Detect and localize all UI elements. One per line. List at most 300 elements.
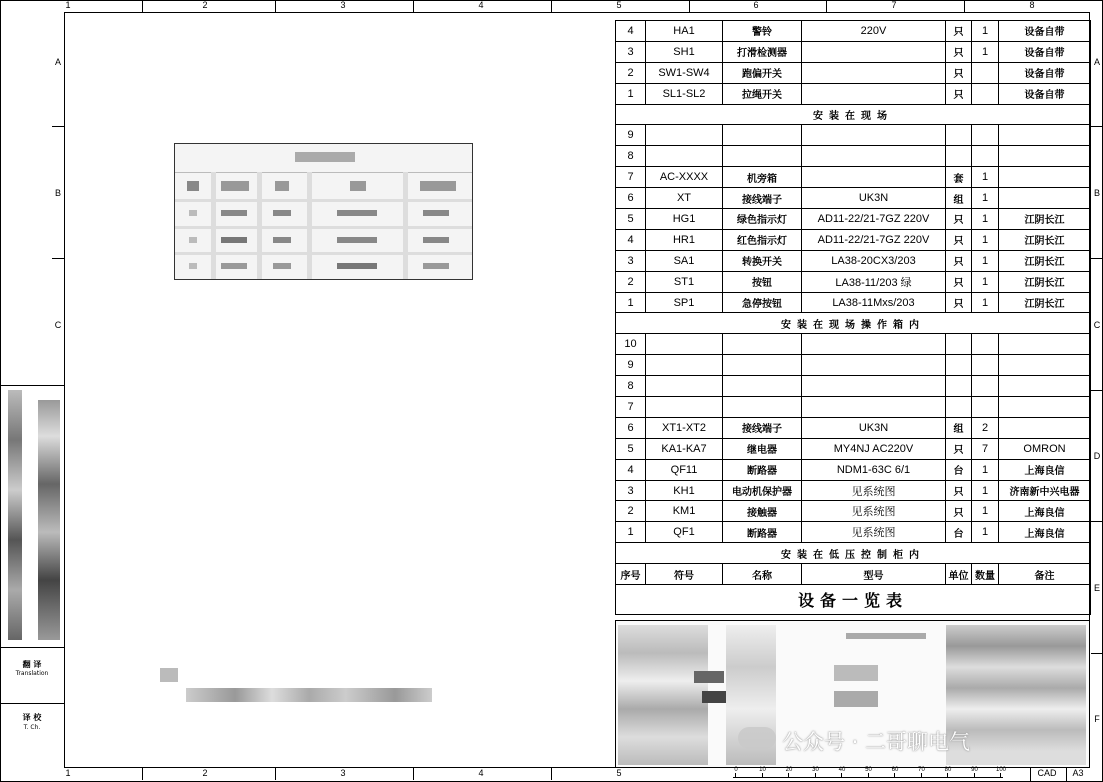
zone-col-2: 2 [202,0,208,10]
table-cell [646,334,723,355]
table-cell: SP1 [646,292,723,313]
zone-col-5: 5 [616,768,622,778]
table-cell: KH1 [646,480,723,501]
table-cell [646,146,723,167]
scale-bar [733,767,1006,781]
column-header: 型号 [802,564,946,585]
table-cell: 转换开关 [723,250,802,271]
table-cell: 3 [616,250,646,271]
table-cell: 接触器 [723,501,802,522]
table-cell: 只 [946,480,972,501]
zone-tick [551,0,552,12]
table-rule [175,252,472,255]
scale-tick-label: 50 [865,767,872,773]
table-cell: HG1 [646,209,723,230]
zone-tick [1091,390,1103,391]
table-cell: SL1-SL2 [646,83,723,104]
blurred-text [337,263,377,269]
table-row [616,292,1091,313]
side-divider [0,703,64,704]
scale-tick-label: 100 [995,767,1006,773]
table-cell: 2 [616,271,646,292]
blurred-text [350,181,366,191]
table-cell: 江阴长江 [999,292,1091,313]
blurred-text [273,210,291,216]
table-cell [723,125,802,146]
check-label-en: T. Ch. [23,724,41,731]
table-cell: 6 [616,188,646,209]
table-row [616,501,1091,522]
table-cell: OMRON [999,438,1091,459]
table-cell: QF1 [646,522,723,543]
table-cell [802,41,946,62]
table-cell: 只 [946,209,972,230]
table-cell: LA38-11/203 绿 [802,271,946,292]
scale-tick-label: 20 [785,767,793,773]
table-rule [211,172,216,279]
table-cell: 1 [616,292,646,313]
table-cell: 8 [616,146,646,167]
scale-tick-label: 30 [812,767,819,773]
column-header: 名称 [723,564,802,585]
table-row [616,41,1091,62]
blurred-text [423,237,449,243]
blurred-text [420,181,456,191]
zone-row-c: C [1093,320,1101,330]
zone-tick [1091,653,1103,654]
table-cell: 只 [946,83,972,104]
table-cell [802,62,946,83]
section-row-operation-box [616,313,1091,334]
table-cell: 拉绳开关 [723,83,802,104]
table-cell: 1 [972,167,999,188]
zone-col-7: 7 [891,0,897,10]
table-rule [175,226,472,229]
table-cell: 1 [972,292,999,313]
table-cell: 济南新中兴电器 [999,480,1091,501]
table-cell: 跑偏开关 [723,62,802,83]
table-cell: 9 [616,355,646,376]
table-cell: 1 [616,83,646,104]
column-header: 数量 [972,564,999,585]
check-label-cn: 译 校 [22,713,42,722]
section-label: 安装在现场操作箱内 [616,313,1091,334]
table-cell: 4 [616,229,646,250]
table-row [616,146,1091,167]
table-cell: 220V [802,21,946,42]
zone-tick [52,258,64,259]
zone-col-4: 4 [478,0,484,10]
scale-tick-label: 40 [838,767,846,773]
table-cell: UK3N [802,417,946,438]
zone-col-6: 6 [753,0,759,10]
table-cell: 江阴长江 [999,209,1091,230]
zone-row-e: E [1093,583,1100,593]
blurred-text [273,263,291,269]
table-cell: 见系统图 [802,480,946,501]
table-cell: 只 [946,501,972,522]
zone-tick [275,768,276,780]
table-cell [946,125,972,146]
table-cell [723,334,802,355]
table-row [616,125,1091,146]
blurred-text [337,210,377,216]
table-cell: 急停按钮 [723,292,802,313]
table-cell: 红色指示灯 [723,229,802,250]
table-cell [802,167,946,188]
table-cell: AC-XXXX [646,167,723,188]
table-cell: SW1-SW4 [646,62,723,83]
table-cell: AD11-22/21-7GZ 220V [802,209,946,230]
blurred-text [834,665,878,681]
table-cell [972,62,999,83]
table-cell: 台 [946,459,972,480]
column-zone-top [64,0,1090,12]
table-cell: 1 [972,459,999,480]
table-cell: 1 [972,522,999,543]
cad-label: CAD [1030,768,1063,781]
zone-tick [142,768,143,780]
table-row [616,83,1091,104]
table-rule [403,172,408,279]
zone-row-c: C [54,320,62,330]
column-header: 符号 [646,564,723,585]
table-cell [802,334,946,355]
table-row [616,250,1091,271]
table-cell: 9 [616,125,646,146]
table-cell: LA38-20CX3/203 [802,250,946,271]
blurred-text [189,210,197,216]
watermark-text: 公众号 · 二哥聊电气 [782,730,971,754]
scale-tick-label: 10 [759,767,766,773]
table-cell [802,125,946,146]
table-cell: KM1 [646,501,723,522]
table-cell: 上海良信 [999,501,1091,522]
blurred-text [295,152,355,162]
table-cell: 只 [946,438,972,459]
table-cell: 断路器 [723,522,802,543]
table-cell: 1 [972,209,999,230]
table-cell: 6 [616,417,646,438]
table-cell: SH1 [646,41,723,62]
table-cell: 1 [616,522,646,543]
zone-tick [1091,258,1103,259]
scale-tick [815,773,816,778]
table-cell: 组 [946,188,972,209]
table-cell: 只 [946,62,972,83]
table-cell: 江阴长江 [999,229,1091,250]
table-cell [646,397,723,418]
table-row [616,62,1091,83]
blurred-text [834,691,878,707]
side-divider [0,647,64,648]
wechat-icon [738,727,776,749]
blurred-text [187,181,199,191]
zone-col-4: 4 [478,768,484,778]
table-cell: 上海良信 [999,522,1091,543]
table-cell [999,125,1091,146]
side-strip-blurred [38,400,60,640]
table-row [616,21,1091,42]
table-cell: HR1 [646,229,723,250]
table-cell: 1 [972,480,999,501]
section-label: 安装在低压控制柜内 [616,543,1091,564]
table-cell: 设备自带 [999,83,1091,104]
table-cell: 见系统图 [802,501,946,522]
sheet-size-label: A3 [1066,768,1089,781]
blurred-note-text [186,688,432,702]
blurred-text [337,237,377,243]
zone-tick [826,0,827,12]
table-cell: XT1-XT2 [646,417,723,438]
table-cell [946,397,972,418]
zone-col-8: 8 [1029,0,1035,10]
table-cell: 4 [616,21,646,42]
scale-tick [868,773,869,778]
table-cell: HA1 [646,21,723,42]
table-cell: 套 [946,167,972,188]
table-cell: SA1 [646,250,723,271]
table-cell: 1 [972,501,999,522]
zone-tick [52,126,64,127]
scale-tick [788,773,789,778]
zone-tick [413,768,414,780]
table-cell: 1 [972,271,999,292]
table-cell [723,146,802,167]
table-cell [946,355,972,376]
table-cell [946,376,972,397]
table-cell [802,355,946,376]
zone-col-1: 1 [65,0,71,10]
translation-label-cn: 翻 译 [22,660,42,669]
table-cell: 只 [946,271,972,292]
table-row [616,209,1091,230]
table-row [616,459,1091,480]
table-cell: LA38-11Mxs/203 [802,292,946,313]
table-cell [802,376,946,397]
scale-tick [921,773,922,778]
section-label: 安装在现场 [616,104,1091,125]
blurred-text [189,237,197,243]
scale-tick [1000,773,1001,778]
table-row [616,167,1091,188]
zone-row-b: B [54,188,61,198]
table-rule [175,172,472,173]
table-cell [999,167,1091,188]
zone-col-2: 2 [202,768,208,778]
table-cell [972,83,999,104]
table-cell [802,397,946,418]
section-row-lv-cabinet [616,543,1091,564]
table-cell: MY4NJ AC220V [802,438,946,459]
scale-tick [947,773,948,778]
column-header: 备注 [999,564,1091,585]
table-cell: 2 [616,501,646,522]
table-cell [999,417,1091,438]
scale-tick-label: 70 [918,767,925,773]
blurred-text [423,210,449,216]
table-cell: 7 [616,397,646,418]
table-cell: 1 [972,229,999,250]
table-header-row [616,564,1091,585]
table-title-row [616,585,1091,615]
table-cell: 警铃 [723,21,802,42]
table-cell [646,376,723,397]
table-cell: 3 [616,41,646,62]
scale-tick [974,773,975,778]
table-cell: NDM1-63C 6/1 [802,459,946,480]
table-cell [972,355,999,376]
blurred-text [702,691,728,703]
zone-row-b: B [1093,188,1100,198]
table-cell: 7 [616,167,646,188]
blurred-text [221,210,247,216]
table-cell [802,146,946,167]
side-divider [0,385,64,386]
zone-tick [413,0,414,12]
zone-tick [142,0,143,12]
zone-tick [689,0,690,12]
table-cell: 接线端子 [723,188,802,209]
table-cell: QF11 [646,459,723,480]
translation-label-en: Translation [15,670,49,677]
table-rule [257,172,262,279]
zone-row-d: D [1093,451,1101,461]
zone-col-1: 1 [65,768,71,778]
column-header: 单位 [946,564,972,585]
table-cell: 组 [946,417,972,438]
zone-tick [1091,521,1103,522]
table-cell: 江阴长江 [999,271,1091,292]
table-cell: 只 [946,292,972,313]
table-cell: KA1-KA7 [646,438,723,459]
table-row [616,188,1091,209]
table-cell: 5 [616,209,646,230]
table-row [616,522,1091,543]
table-cell [972,146,999,167]
table-cell [972,125,999,146]
table-cell: 只 [946,21,972,42]
blurred-text [846,633,926,639]
table-cell [646,355,723,376]
table-cell: 1 [972,41,999,62]
table-cell [972,334,999,355]
scale-tick [841,773,842,778]
table-cell [646,125,723,146]
scale-tick-label: 0 [734,767,738,773]
table-cell: 机旁箱 [723,167,802,188]
table-cell: 2 [972,417,999,438]
table-cell: 8 [616,376,646,397]
table-cell [999,376,1091,397]
table-cell [946,334,972,355]
zone-tick [1091,126,1103,127]
table-cell: 只 [946,250,972,271]
table-cell [999,188,1091,209]
table-cell [972,376,999,397]
zone-col-3: 3 [340,0,346,10]
table-cell: 上海良信 [999,459,1091,480]
blurred-text [275,181,289,191]
table-cell: 只 [946,229,972,250]
table-cell: 1 [972,188,999,209]
scale-tick-label: 80 [944,767,952,773]
table-row [616,334,1091,355]
table-cell [723,397,802,418]
table-cell: UK3N [802,188,946,209]
zone-tick [964,0,965,12]
column-header: 序号 [616,564,646,585]
table-cell [946,146,972,167]
table-title: 设备一览表 [616,585,1091,615]
table-rule [175,199,472,202]
table-row [616,229,1091,250]
table-cell: 设备自带 [999,21,1091,42]
table-cell: 4 [616,459,646,480]
table-cell [999,355,1091,376]
scale-tick-label: 60 [891,767,899,773]
blurred-note-marker [160,668,178,682]
blurred-text [618,625,708,765]
blurred-text [273,237,291,243]
table-cell: 1 [972,21,999,42]
table-cell: 1 [972,250,999,271]
table-cell [723,355,802,376]
table-cell [972,397,999,418]
scale-tick [762,773,763,778]
table-cell [999,397,1091,418]
table-cell: 10 [616,334,646,355]
table-row [616,397,1091,418]
blurred-text [221,263,247,269]
table-cell: 江阴长江 [999,250,1091,271]
table-cell: 见系统图 [802,522,946,543]
zone-tick [275,0,276,12]
blurred-revision-table [174,143,473,280]
zone-row-a: A [54,57,61,67]
zone-col-5: 5 [616,0,622,10]
zone-tick [551,768,552,780]
table-cell: 3 [616,480,646,501]
table-cell: 台 [946,522,972,543]
scale-tick [894,773,895,778]
zone-col-3: 3 [340,768,346,778]
table-cell: 7 [972,438,999,459]
table-row [616,355,1091,376]
table-row [616,271,1091,292]
section-row-on-site [616,104,1091,125]
equipment-list-table [615,20,1091,615]
zone-row-f: F [1094,714,1100,724]
table-cell: 继电器 [723,438,802,459]
table-row [616,376,1091,397]
table-cell: 绿色指示灯 [723,209,802,230]
blurred-text [423,263,449,269]
table-cell: 5 [616,438,646,459]
table-cell [999,334,1091,355]
table-row [616,480,1091,501]
table-cell [802,83,946,104]
table-cell: 接线端子 [723,417,802,438]
table-cell: 断路器 [723,459,802,480]
scale-tick-label: 90 [971,767,978,773]
table-cell: XT [646,188,723,209]
table-row [616,417,1091,438]
blurred-text [189,263,197,269]
table-cell [999,146,1091,167]
table-cell: ST1 [646,271,723,292]
table-cell: 2 [616,62,646,83]
